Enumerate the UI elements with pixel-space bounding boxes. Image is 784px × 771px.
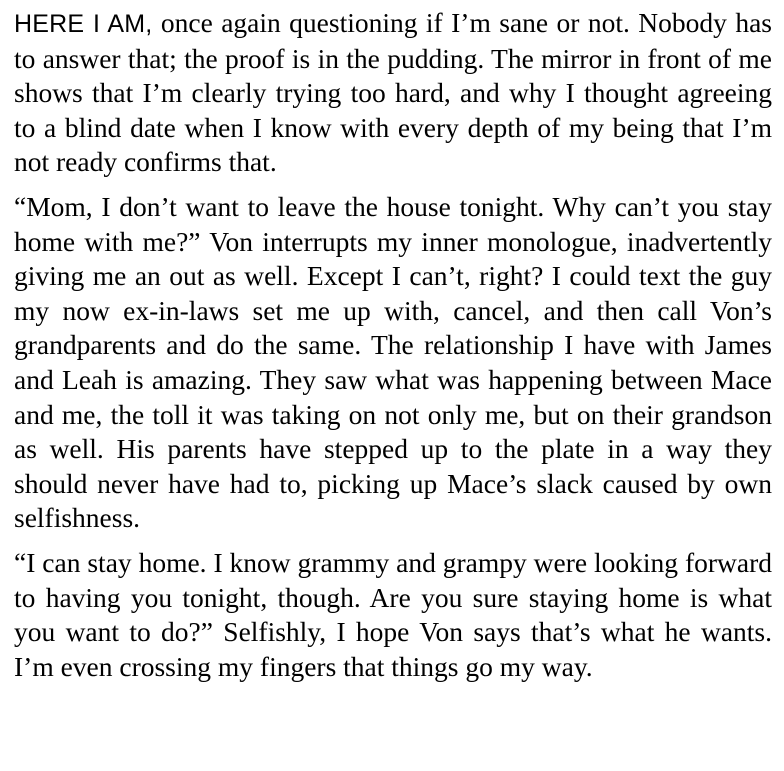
paragraph-3: “I can stay home. I know grammy and grampy were looking forward to having you tonight, though. Are you sure staying home is what you want to do?” Selfishly, I hope Von says that’s what he wants. I’m even crossing my fingers that things go my way. [14, 546, 772, 682]
chapter-lead-in: HERE I AM, [14, 10, 153, 38]
paragraph-1-text: once again questioning if I’m sane or not. Nobody has to answer that; the proof is in the pudding. The mirror in front of me shows that I’m clearly trying too hard, and why I thought agreeing to a blind date when I know with every depth of my being that I’m not ready confirms that. [14, 7, 772, 178]
paragraph-2: “Mom, I don’t want to leave the house tonight. Why can’t you stay home with me?” Von interrupts my inner monologue, inadvertently giving me an out as well. Except I can’t, right? I could text the guy my now ex-in-laws set me up with, cancel, and then call Von’s grandparents and do the same. The relationship I have with James and Leah is amazing. They saw what was happening between Mace and me, the toll it was taking on not only me, but on their grandson as well. His parents have stepped up to the plate in a way they should never have had to, picking up Mace’s slack caused by own selfishness. [14, 190, 772, 534]
paragraph-1 [14, 6, 772, 180]
